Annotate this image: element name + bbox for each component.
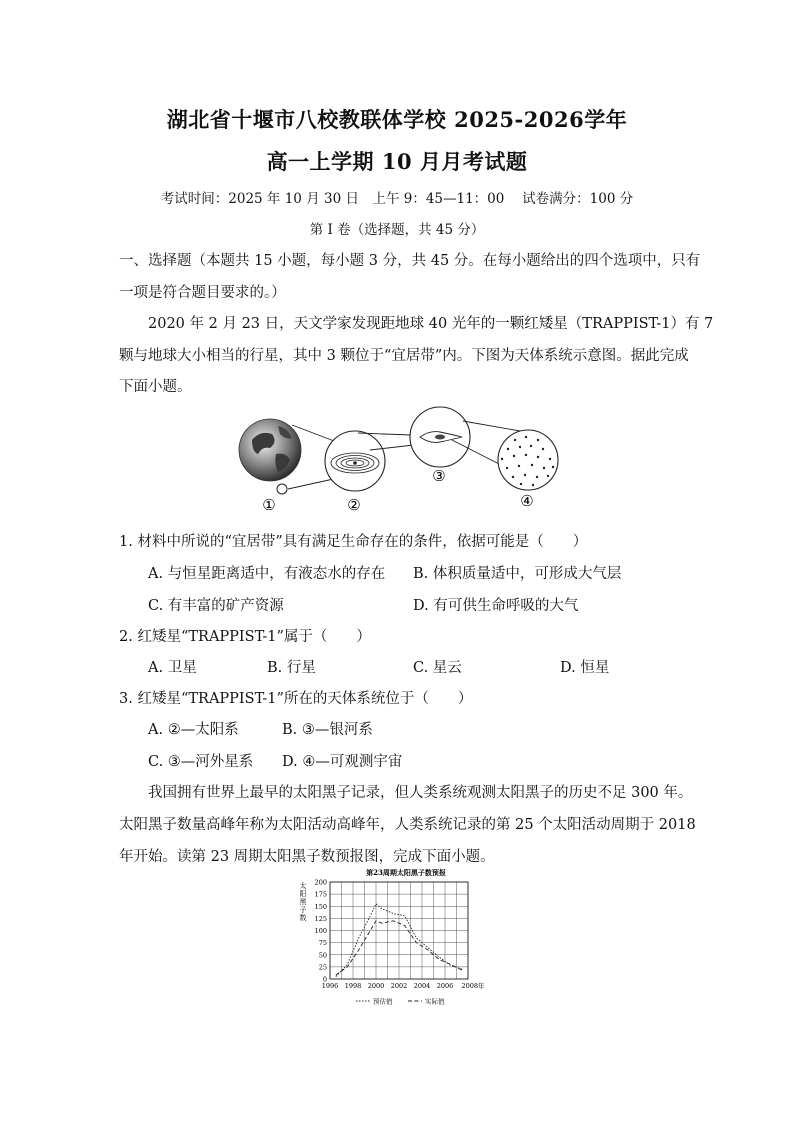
sunspot-chart [296, 866, 496, 1010]
y-tick-label: 150 [314, 902, 327, 911]
diagram-label: ① [262, 496, 276, 514]
option-a: A. ②—太阳系 [148, 722, 239, 738]
y-axis-label: 数 [299, 914, 307, 922]
celestial-system-diagram [230, 402, 580, 514]
option-b: B. 行星 [267, 660, 316, 676]
x-tick-label: 1996 [321, 982, 339, 990]
question-stem: 2. 红矮星“TRAPPIST-1”属于（ ） [119, 629, 371, 645]
option-c: C. 有丰富的矿产资源 [148, 598, 284, 614]
observable-universe-icon [498, 430, 558, 490]
legend-label: 预估值 [373, 997, 393, 1006]
option-a: A. 与恒星距离适中，有液态水的存在 [148, 566, 386, 582]
y-tick-label: 0 [322, 975, 327, 984]
instructions-line: 一项是符合题目要求的。） [119, 285, 286, 301]
y-tick-label: 25 [318, 963, 327, 972]
diagram-label: ④ [520, 492, 534, 510]
passage-line: 太阳黑子数量高峰年称为太阳活动高峰年，人类系统记录的第 25 个太阳活动周期于 2018 [119, 817, 696, 833]
galaxy-icon [410, 407, 470, 467]
passage-line: 我国拥有世界上最早的太阳黑子记录，但人类系统观测太阳黑子的历史不足 300 年。 [148, 785, 693, 801]
solar-system-icon [325, 431, 385, 491]
passage-line: 2020 年 2 月 23 日，天文学家发现距地球 40 光年的一颗红矮星（TRAPPIST-1）有 7 [148, 316, 714, 332]
passage-line: 下面小题。 [119, 379, 192, 395]
y-axis-label: 太 [299, 882, 307, 890]
x-tick-label: 2008年 [461, 982, 485, 990]
x-tick-label: 1998 [344, 982, 362, 990]
y-axis-label: 黑 [299, 898, 307, 906]
option-a: A. 卫星 [148, 660, 197, 676]
moon-icon [277, 484, 287, 494]
y-tick-label: 175 [314, 890, 327, 899]
diagram-label: ② [347, 496, 361, 514]
passage-line: 年开始。读第 23 周期太阳黑子数预报图，完成下面小题。 [119, 849, 495, 865]
y-tick-label: 75 [318, 939, 327, 948]
question-stem: 1. 材料中所说的“宜居带”具有满足生命存在的条件，依据可能是（ ） [119, 534, 588, 550]
diagram-label: ③ [432, 467, 446, 485]
y-axis-label: 阳 [299, 890, 307, 898]
option-b: B. 体积质量适中，可形成大气层 [413, 566, 622, 582]
passage-line: 颗与地球大小相当的行星，其中 3 颗位于“宜居带”内。下图为天体系统示意图。据此完成 [119, 348, 689, 364]
option-d: D. 恒星 [560, 660, 610, 676]
x-tick-label: 2006 [436, 982, 454, 990]
option-c: C. 星云 [413, 660, 462, 676]
x-tick-label: 2004 [413, 982, 431, 990]
option-d: D. ④—可观测宇宙 [282, 754, 403, 770]
y-tick-label: 125 [314, 914, 327, 923]
option-c: C. ③—河外星系 [148, 754, 254, 770]
y-tick-label: 200 [314, 878, 327, 887]
legend-label: 实际值 [425, 997, 445, 1006]
x-tick-label: 2000 [367, 982, 385, 990]
y-axis-label: 子 [299, 906, 307, 914]
chart-title: 第23周期太阳黑子数预报 [366, 868, 446, 877]
option-b: B. ③—银河系 [282, 722, 373, 738]
earth-icon [239, 419, 301, 481]
option-d: D. 有可供生命呼吸的大气 [413, 598, 579, 614]
page-title: 湖北省十堰市八校教联体学校 2025-2026学年 [166, 107, 628, 132]
y-tick-label: 50 [318, 951, 327, 960]
page-subtitle: 高一上学期 10 月月考试题 [266, 149, 528, 174]
exam-info: 考试时间：2025 年 10 月 30 日 上午 9：45—11：00 试卷满分：100 分 [160, 191, 634, 207]
y-tick-label: 100 [314, 927, 327, 935]
x-tick-label: 2002 [390, 982, 408, 990]
instructions-line: 一、选择题（本题共 15 小题，每小题 3 分，共 45 分。在每小题给出的四个选项中，只有 [119, 253, 701, 269]
question-stem: 3. 红矮星“TRAPPIST-1”所在的天体系统位于（ ） [119, 691, 473, 707]
section-title: 第 I 卷（选择题，共 45 分） [309, 222, 485, 238]
